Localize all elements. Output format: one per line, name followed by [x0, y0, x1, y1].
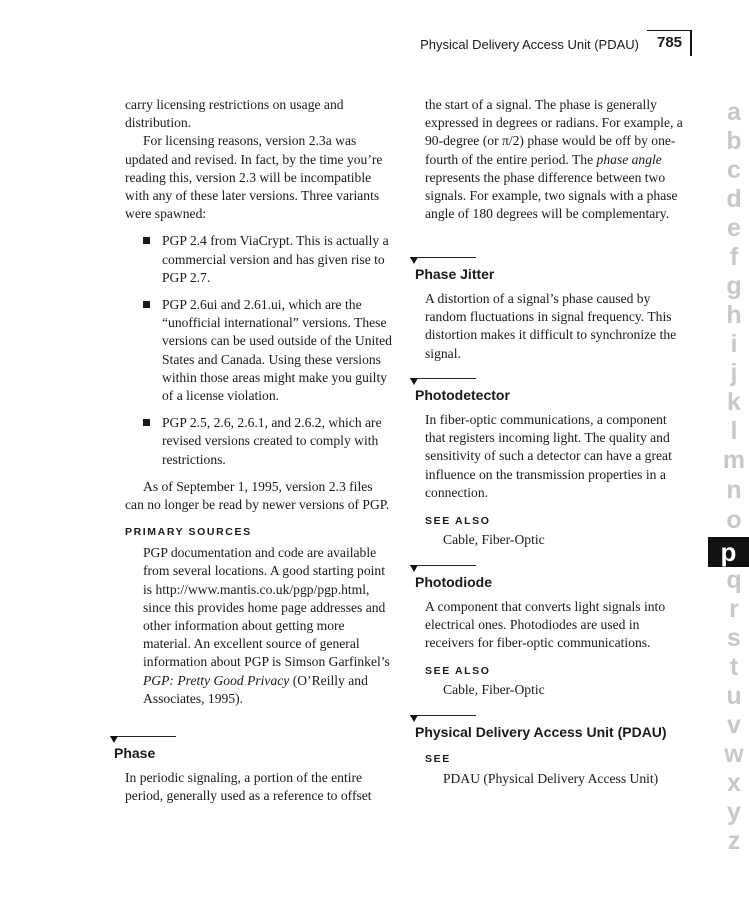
triangle-marker-icon — [410, 378, 418, 385]
bullet-square-icon — [143, 237, 150, 244]
entry-rule — [410, 378, 476, 379]
primary-sources-text — [143, 544, 393, 708]
bullet-square-icon — [143, 301, 150, 308]
book-title: PGP: Pretty Good Privacy — [143, 672, 290, 688]
paragraph — [425, 96, 690, 223]
thumb-index-letter: m — [722, 446, 746, 474]
paragraph: In fiber-optic communications, a component that registers incoming light. The quality and sensitivity of such a detector can have a great influence on the transmission properties in a connection. — [425, 412, 672, 500]
entry-rule — [110, 736, 176, 737]
list-item — [143, 232, 393, 287]
thumb-index-letter: z — [727, 827, 741, 855]
paragraph-text: represents the phase difference between two signals. For example, two signals with a phase angle of 180 degrees will be complementary. — [425, 169, 678, 222]
thumb-index-letter: n — [726, 476, 742, 504]
list-item-text: PGP 2.5, 2.6, 2.6.1, and 2.6.2, which are revised versions created to comply with restrictions. — [162, 415, 382, 467]
thumb-index-letter: x — [727, 769, 741, 797]
thumb-index-letter: c — [727, 156, 741, 184]
triangle-marker-icon — [410, 715, 418, 722]
thumb-index-letter: s — [727, 624, 741, 652]
triangle-marker-icon — [410, 565, 418, 572]
cross-reference: Cable, Fiber-Optic — [443, 532, 545, 547]
page-number: 785 — [657, 34, 683, 51]
see-also-label: SEE ALSO — [425, 515, 491, 527]
thumb-index-active-letter: p — [708, 537, 749, 567]
thumb-index-letter: y — [727, 798, 741, 826]
paragraph-text: PGP documentation and code are available from several locations. A good starting point is http://www.mantis.co.uk/pgp/pgp.html, since this provides home page addresses and other information about getting more material. An excellent source of general information about PGP is Simson Garfinkel’s — [143, 545, 390, 670]
cross-reference: Cable, Fiber-Optic — [443, 682, 545, 697]
entry-heading-phase-jitter: Phase Jitter — [415, 266, 495, 282]
paragraph: As of September 1, 1995, version 2.3 files can no longer be read by newer versions of PGP. — [125, 478, 390, 513]
paragraph: In periodic signaling, a portion of the entire period, generally used as a reference to offset — [125, 770, 372, 804]
paragraph: For licensing reasons, version 2.3a was updated and revised. In fact, by the time you’re reading this, version 2.3 will be incompatible with any of these later versions. Three variants were spawned: — [125, 133, 383, 222]
thumb-index-letter: r — [729, 595, 739, 623]
thumb-index-letter: u — [726, 682, 742, 710]
entry-rule — [410, 257, 476, 258]
term: phase angle — [596, 151, 662, 167]
thumb-index-letter: d — [726, 185, 742, 213]
list-item-text: PGP 2.6ui and 2.61.ui, which are the “unofficial international” versions. These versions can be used outside of the United States and Canada. Using these versions within those areas might make you guilty of a license violation. — [162, 297, 392, 404]
thumb-index-letter: e — [727, 214, 741, 242]
thumb-index-letter: t — [729, 653, 739, 681]
bullet-list — [143, 232, 393, 468]
list-item — [143, 296, 393, 405]
thumb-index-letter: v — [727, 711, 741, 739]
thumb-index-letter: b — [726, 127, 742, 155]
paragraph-text: (O’Reilly and Associates, 1995). — [143, 672, 368, 706]
header-rule-vertical — [690, 30, 692, 56]
paragraph: carry licensing restrictions on usage and distribution. — [125, 97, 344, 131]
entry-heading-photodiode: Photodiode — [415, 574, 492, 590]
entry-heading-phase: Phase — [114, 745, 156, 761]
running-header-title: Physical Delivery Access Unit (PDAU) — [420, 37, 639, 52]
paragraph: A distortion of a signal’s phase caused by random fluctuations in signal frequency. This distortion makes it difficult to synchronize the signal. — [425, 291, 677, 361]
list-item — [143, 414, 393, 469]
thumb-index-letter: i — [730, 330, 738, 358]
paragraph-text: the start of a signal. The phase is generally expressed in degrees or radians. For example, a 90-degree (or π/2) phase would be off by one-fourth of the entire period. The — [425, 97, 683, 167]
bullet-square-icon — [143, 419, 150, 426]
triangle-marker-icon — [110, 736, 118, 743]
entry-heading-pdau: Physical Delivery Access Unit (PDAU) — [415, 724, 667, 740]
thumb-index-letter: q — [726, 566, 742, 594]
entry-rule — [410, 715, 476, 716]
thumb-index-letter: l — [730, 417, 738, 445]
thumb-index-letter: j — [730, 359, 738, 387]
see-label: SEE — [425, 753, 451, 765]
thumb-index-letter: w — [724, 740, 744, 768]
thumb-index-letter: g — [726, 272, 742, 300]
entry-heading-photodetector: Photodetector — [415, 387, 510, 403]
thumb-index-letter: a — [727, 98, 741, 126]
list-item-text: PGP 2.4 from ViaCrypt. This is actually a commercial version and has given rise to PGP 2.7. — [162, 233, 389, 285]
thumb-index-letter: f — [729, 243, 739, 271]
thumb-index-letter: h — [726, 301, 742, 329]
triangle-marker-icon — [410, 257, 418, 264]
thumb-index-letter: k — [727, 388, 741, 416]
entry-rule — [410, 565, 476, 566]
see-also-label: SEE ALSO — [425, 665, 491, 677]
cross-reference: PDAU (Physical Delivery Access Unit) — [443, 771, 659, 786]
left-column — [125, 96, 393, 708]
thumb-index-letter: o — [726, 506, 742, 534]
primary-sources-label: PRIMARY SOURCES — [125, 526, 252, 539]
header-rule — [647, 30, 692, 31]
paragraph: A component that converts light signals into electrical ones. Photodiodes are used in receivers for fiber-optic communications. — [425, 599, 666, 651]
